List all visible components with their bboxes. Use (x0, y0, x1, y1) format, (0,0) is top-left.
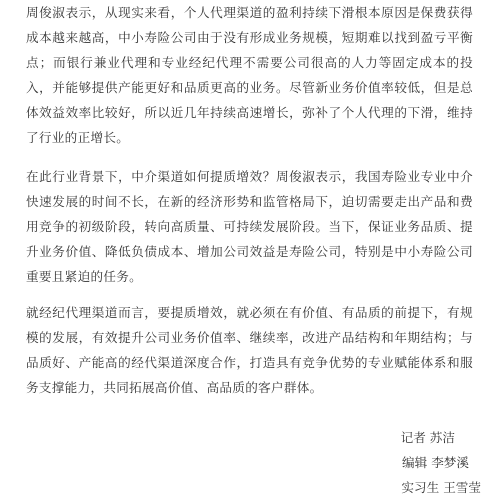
paragraph-1: 周俊淑表示，从现实来看，个人代理渠道的盈利持续下滑根本原因是保费获得成本越来越高，中小寿险公司由于没有形成业务规模，短期难以找到盈亏平衡点；而银行兼业代理和专业经纪代理不需要公司很高的人力等固定成本的投入，并能够提供产能更好和品质更高的业务。尽管新业务价值率较低，但是总体效益效率比较好，所以近几年持续高速增长，弥补了个人代理的下滑，维持了行业的正增长。 (26, 5, 473, 145)
paragraph-3: 就经纪代理渠道而言，要提质增效，就必须在有价值、有品质的前提下，有规模的发展，有效提升公司业务价值率、继续率，改进产品结构和年期结构；与品质好、产能高的经代渠道深度合作，打造具有竞争优势的专业赋能体系和服务支撑能力，共同拓展高价值、高品质的客户群体。 (26, 305, 473, 395)
editor-credit: 编辑 李梦溪 (402, 455, 469, 470)
intern-credit: 实习生 王雪莹 (401, 480, 481, 495)
paragraph-2: 在此行业背景下，中介渠道如何提质增效？周俊淑表示，我国寿险业专业中介快速发展的时间不长，在新的经济形势和监管格局下，迫切需要走出产品和费用竞争的初级阶段，转向高质量、可持续发展阶段。当下，保证业务品质、提升业务价值、降低负债成本、增加公司效益是寿险公司，特别是中小寿险公司重要且紧迫的任务。 (26, 169, 473, 284)
reporter-credit: 记者 苏洁 (400, 430, 455, 445)
